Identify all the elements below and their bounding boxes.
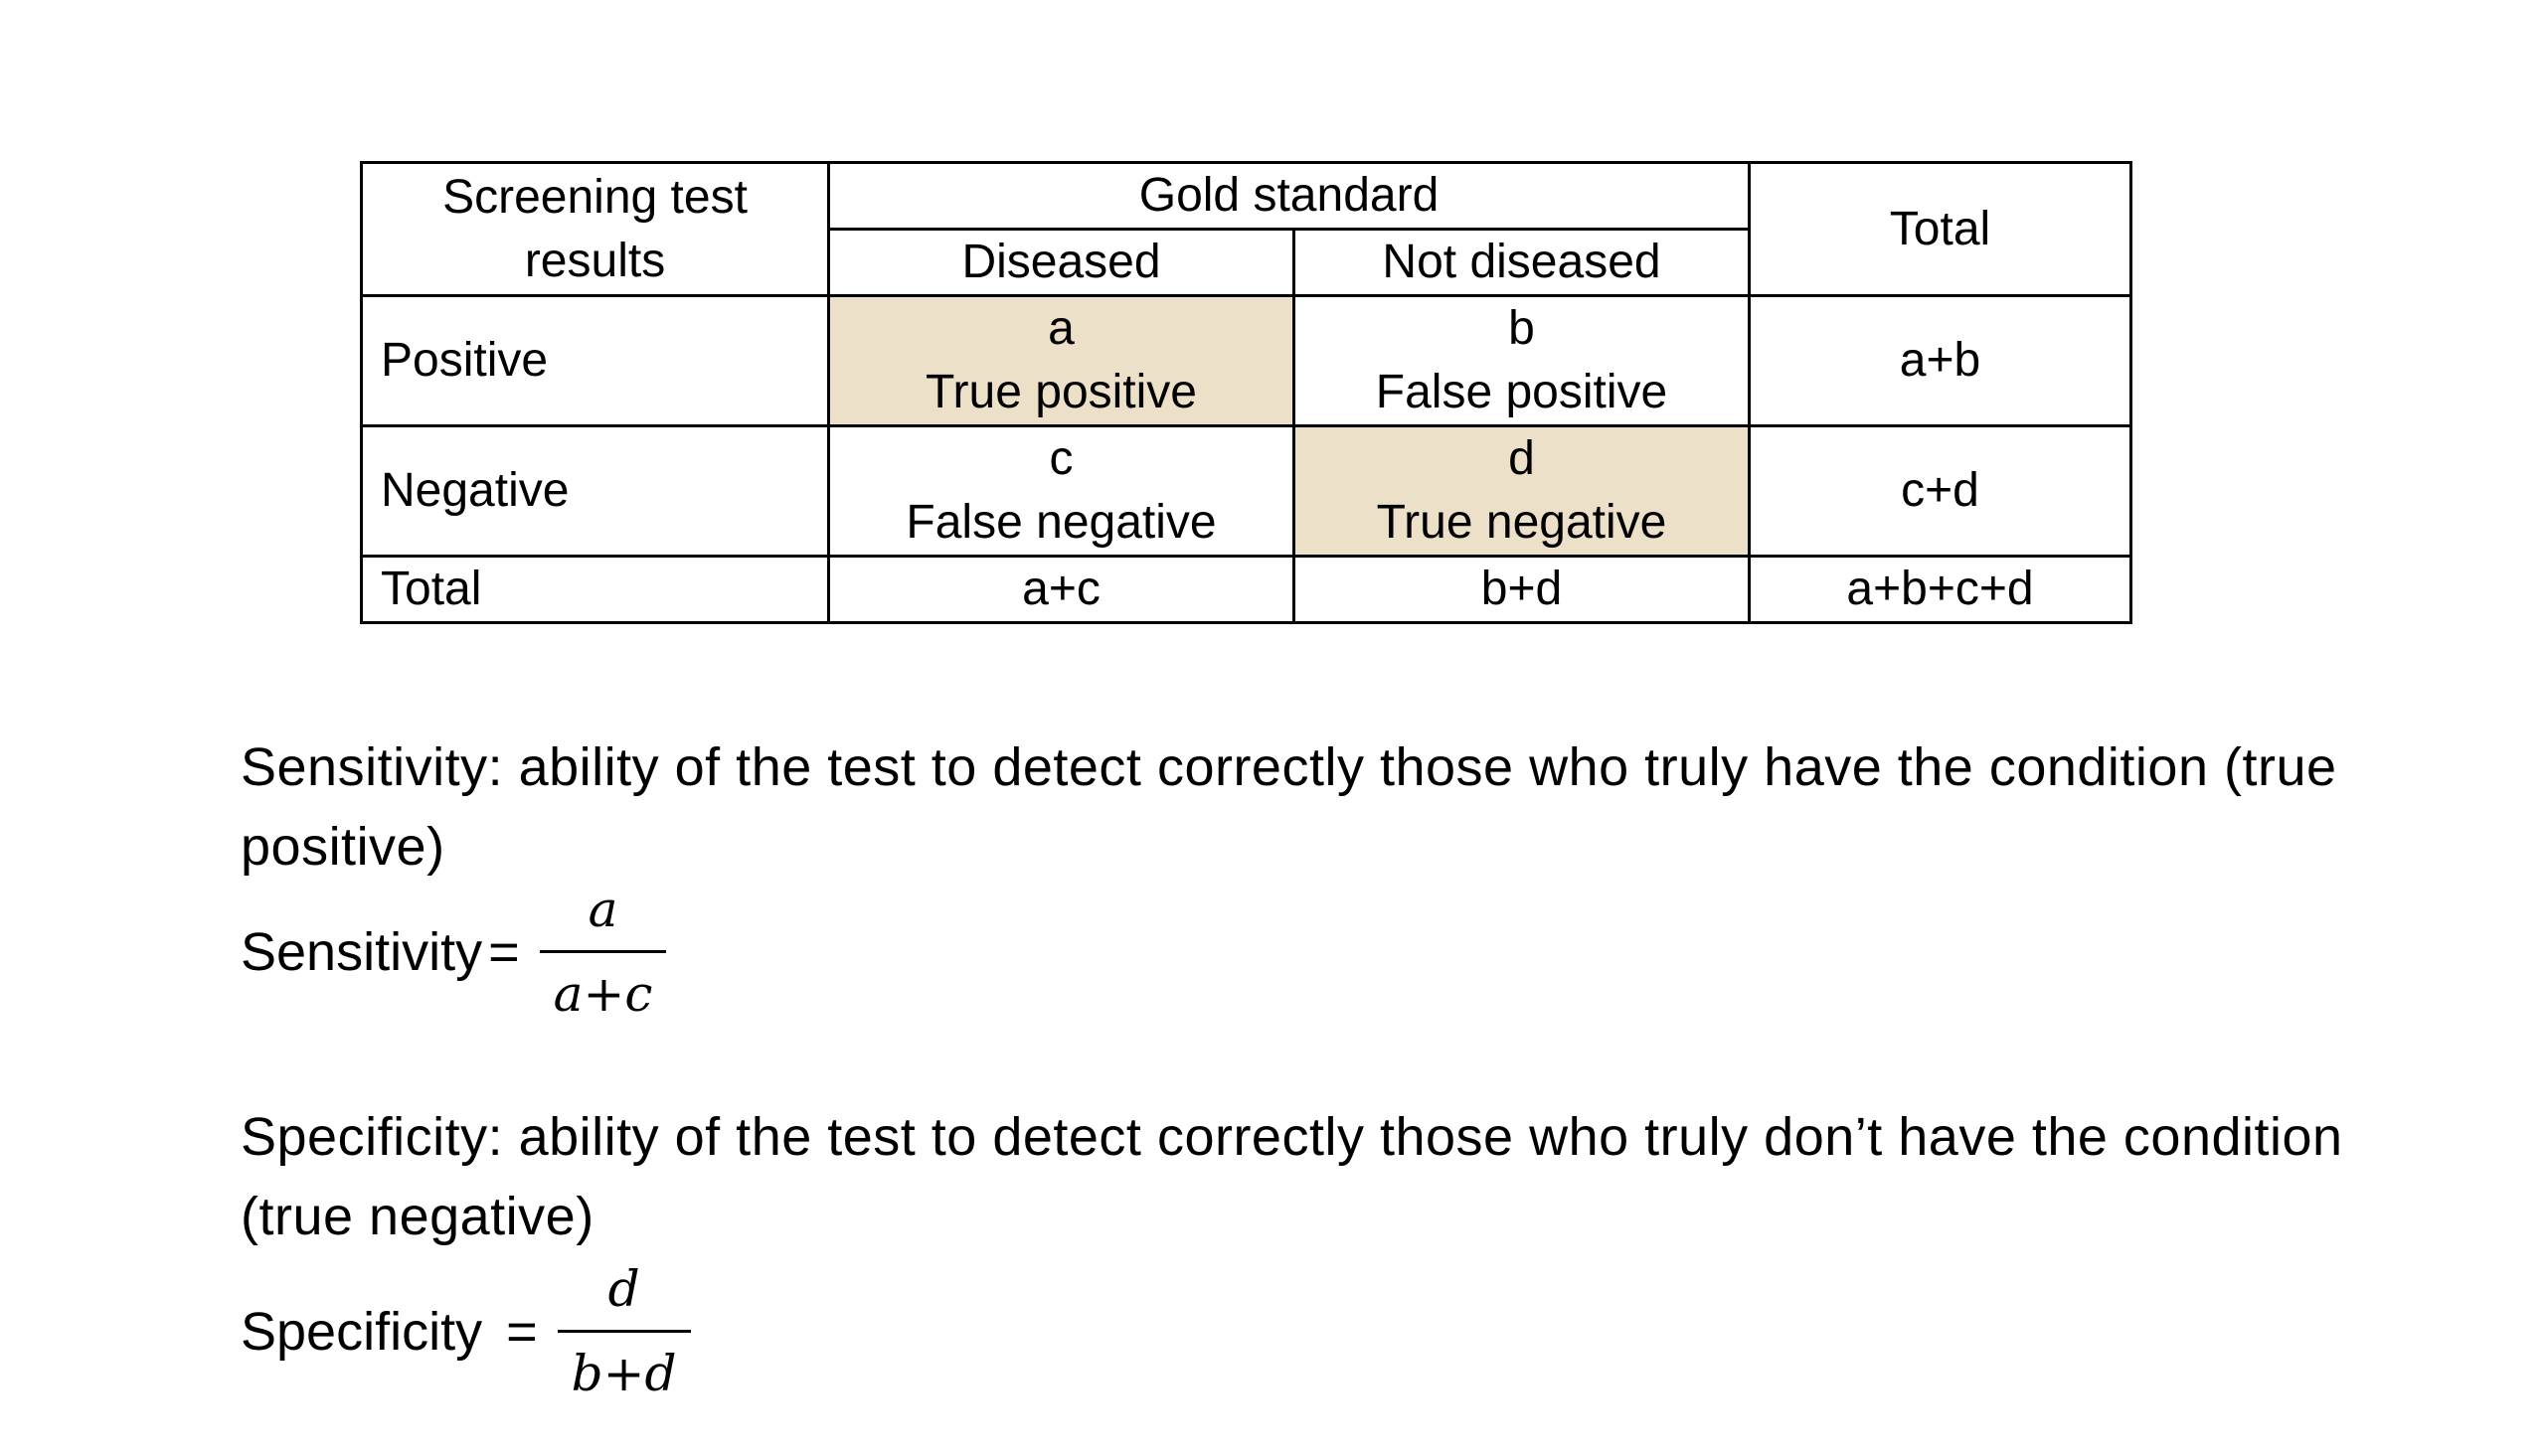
row-label-total: Total: [362, 557, 829, 623]
cell-d-letter: d: [1508, 432, 1535, 485]
sensitivity-numerator: a: [588, 881, 618, 938]
table-header-row: [362, 163, 2131, 230]
specificity-fraction: [558, 1254, 691, 1408]
cell-total-not-diseased: b+d: [1294, 557, 1750, 623]
cell-a-label: True positive: [926, 366, 1197, 418]
header-screening-line2: results: [524, 234, 666, 287]
cell-total-negative: c+d: [1750, 426, 2131, 557]
table-row-positive: [362, 296, 2131, 426]
cell-d-label: True negative: [1376, 496, 1667, 549]
cell-grand-total: a+b+c+d: [1750, 557, 2131, 623]
cell-b-label: False positive: [1375, 366, 1668, 418]
row-label-negative: Negative: [362, 426, 829, 557]
cell-a-letter: a: [1048, 302, 1075, 355]
sensitivity-equals-sign: =: [488, 921, 520, 982]
cell-false-negative: [829, 426, 1294, 557]
header-screening-results: [362, 163, 829, 296]
specificity-definition: Specificity: ability of the test to detect correctly those who truly don’t have the condition (true negative): [241, 1107, 2343, 1246]
cell-c-letter: c: [1049, 432, 1074, 485]
specificity-formula-label: Specificity: [241, 1301, 483, 1362]
contingency-table: [360, 161, 2132, 624]
cell-true-negative: [1294, 426, 1750, 557]
specificity-equals-sign: =: [506, 1301, 538, 1362]
cell-total-diseased: a+c: [829, 557, 1294, 623]
table-row-negative: [362, 426, 2131, 557]
specificity-formula: [241, 1254, 691, 1408]
sensitivity-denominator: a+c: [540, 950, 667, 1029]
header-gold-standard: Gold standard: [829, 163, 1750, 230]
header-not-diseased: Not diseased: [1294, 230, 1750, 296]
sensitivity-formula: [241, 875, 666, 1029]
sensitivity-definition: Sensitivity: ability of the test to detect correctly those who truly have the condition (true positive): [241, 737, 2337, 877]
specificity-denominator: b+d: [558, 1330, 691, 1408]
row-label-positive: Positive: [362, 296, 829, 426]
specificity-numerator: d: [607, 1260, 640, 1318]
cell-total-positive: a+b: [1750, 296, 2131, 426]
table-row-totals: [362, 557, 2131, 623]
header-diseased: Diseased: [829, 230, 1294, 296]
sensitivity-fraction: [540, 875, 667, 1029]
contingency-table-wrapper: [360, 161, 2132, 624]
header-total: Total: [1750, 163, 2131, 296]
cell-true-positive: [829, 296, 1294, 426]
header-screening-line1: Screening test: [442, 170, 748, 224]
cell-b-letter: b: [1508, 302, 1535, 355]
sensitivity-formula-label: Sensitivity: [241, 921, 483, 982]
cell-false-positive: [1294, 296, 1750, 426]
cell-c-label: False negative: [906, 496, 1217, 549]
